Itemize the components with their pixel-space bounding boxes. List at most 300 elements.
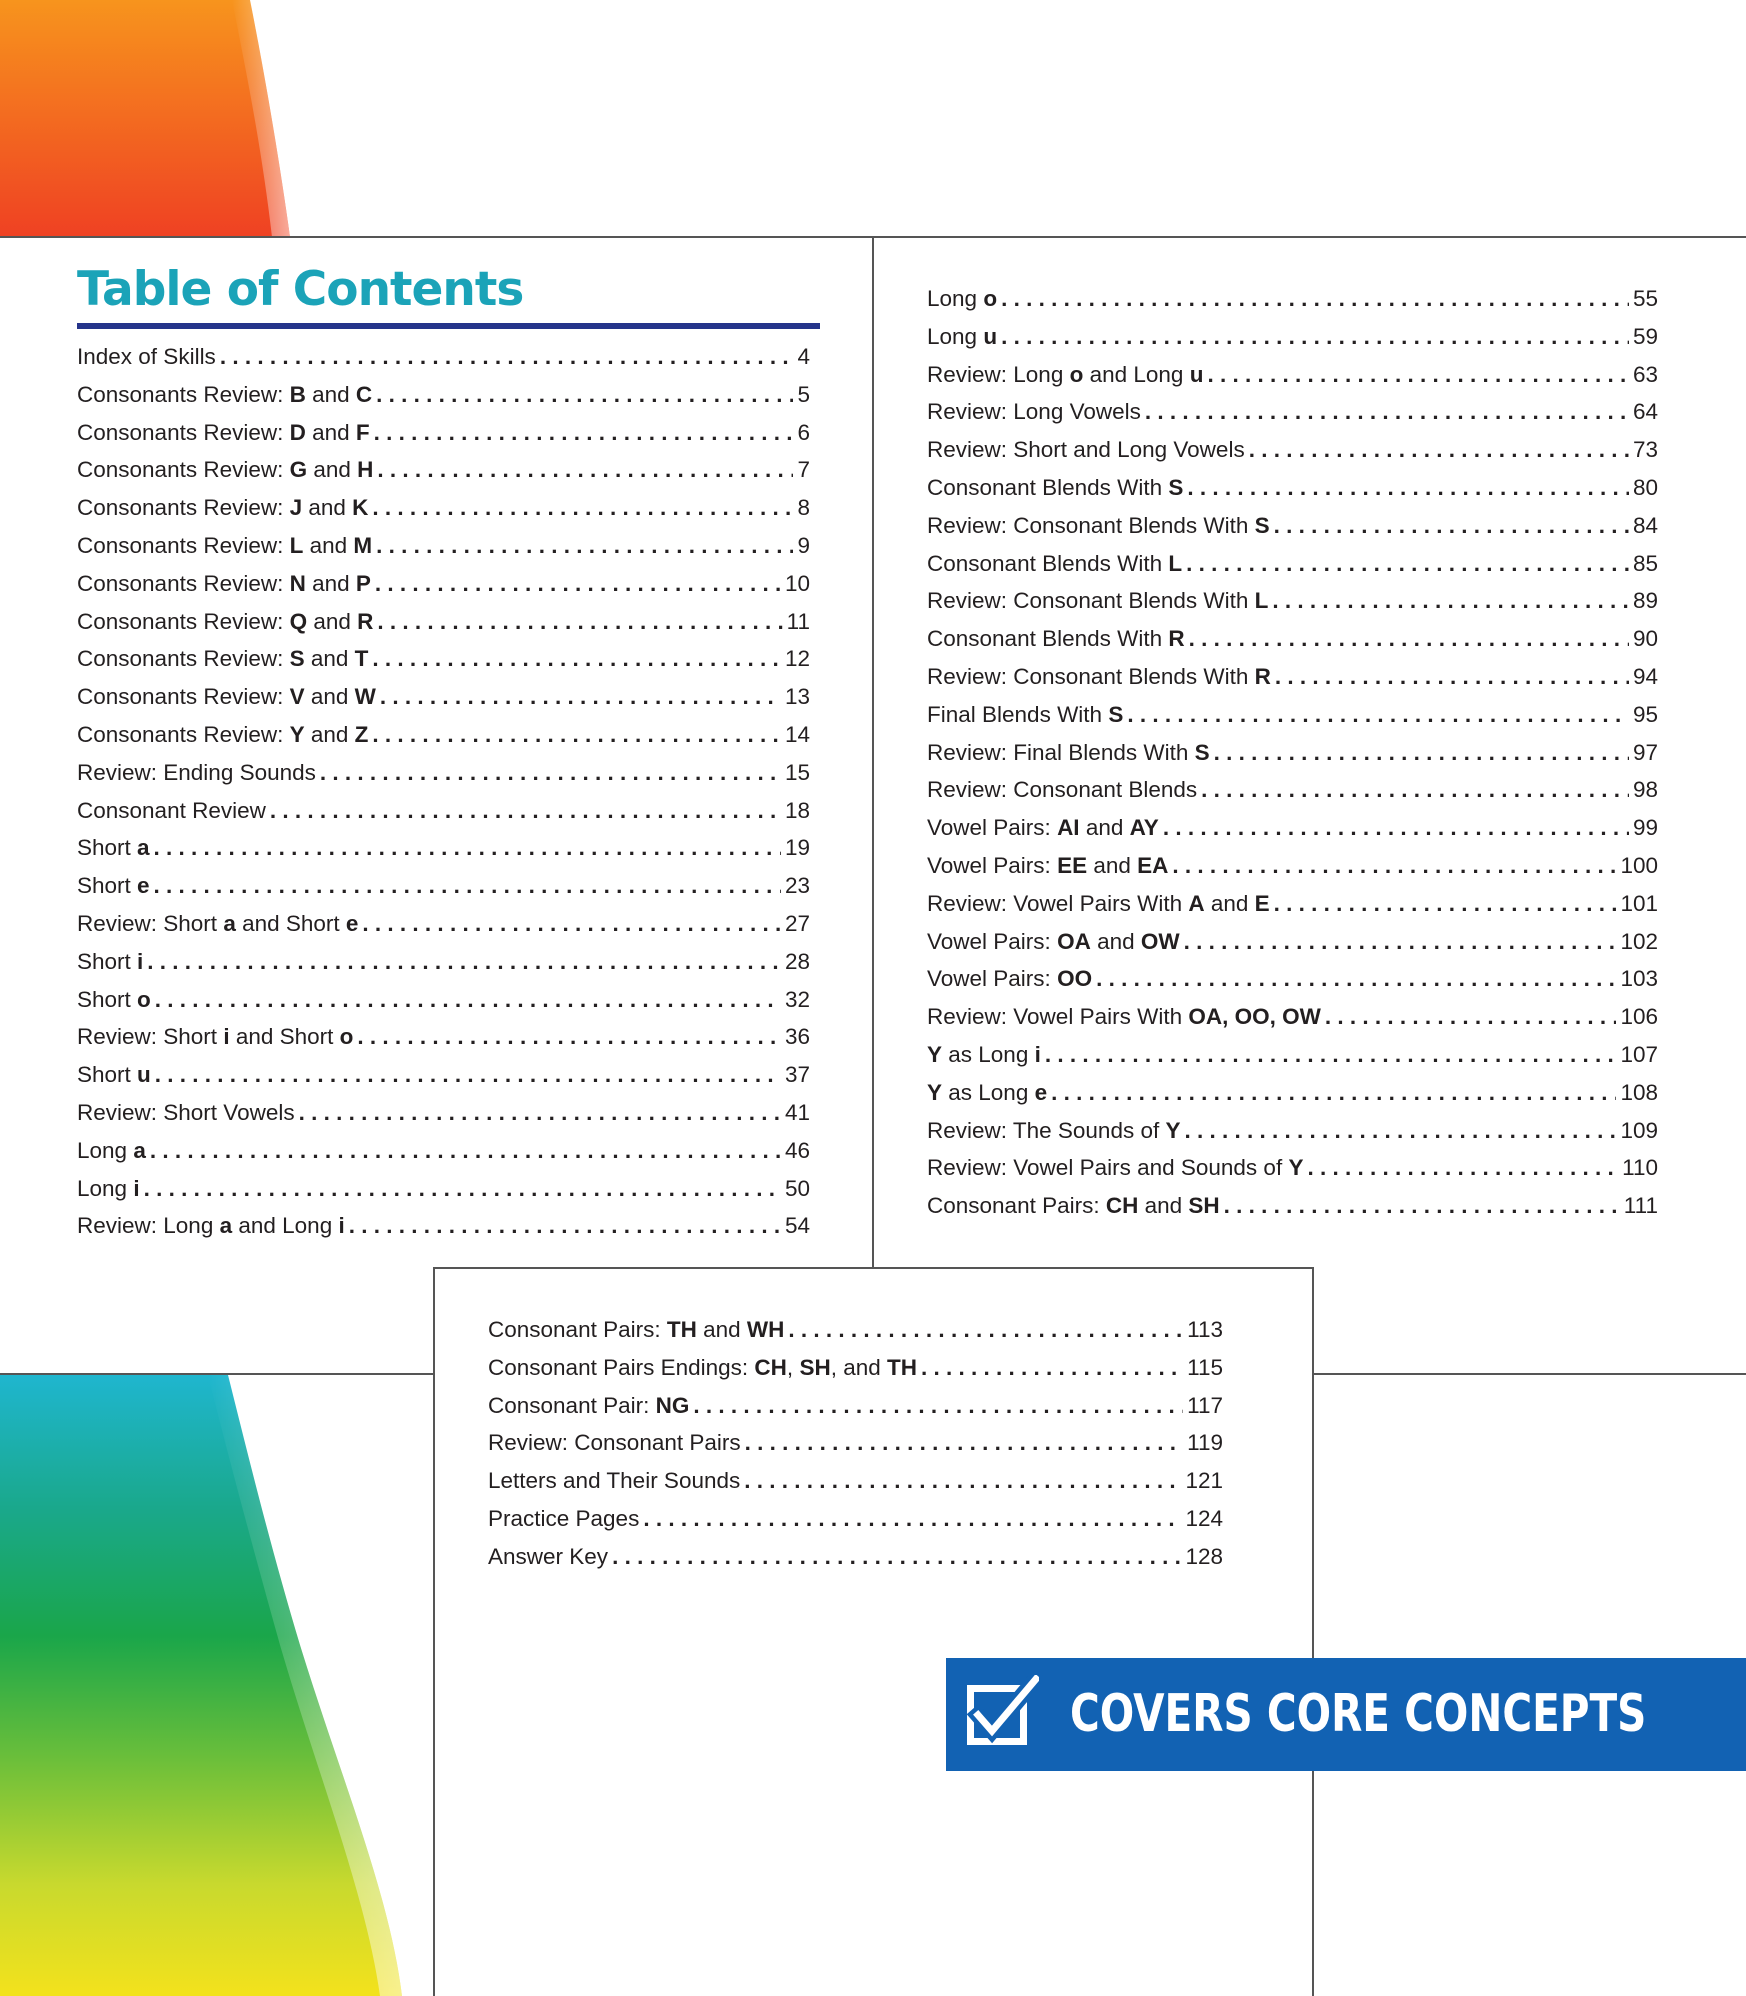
dot-leader	[1201, 771, 1629, 809]
toc-entry-key-letters: Y	[927, 1079, 943, 1105]
dot-leader	[357, 1018, 781, 1056]
toc-entry-label	[488, 1349, 917, 1387]
toc-entry-label	[77, 376, 372, 414]
bottom-box-left-line	[433, 1267, 435, 1996]
toc-entry	[927, 280, 1658, 318]
toc-entry-text: Review: Consonant Blends With	[927, 588, 1255, 614]
dot-leader	[374, 414, 794, 452]
dot-leader	[1184, 923, 1617, 961]
toc-entry-text: Vowel Pairs:	[927, 928, 1058, 954]
toc-entry-key-letters: i	[223, 1024, 230, 1050]
toc-entry-key-letters: S	[1168, 474, 1184, 500]
mid-frame-line-right	[1312, 1373, 1746, 1375]
toc-entry-text: Vowel Pairs:	[927, 852, 1058, 878]
toc-entry-label	[77, 414, 370, 452]
dot-leader	[921, 1349, 1183, 1387]
toc-entry	[77, 1170, 810, 1208]
toc-entry-label	[927, 469, 1183, 507]
toc-entry-label	[927, 998, 1321, 1036]
toc-bottom-column	[488, 1311, 1223, 1576]
dot-leader	[1275, 658, 1629, 696]
toc-entry	[927, 1036, 1658, 1074]
toc-page-number: 84	[1632, 512, 1658, 538]
toc-entry-key-letters: S	[1194, 739, 1210, 765]
toc-entry	[927, 507, 1658, 545]
toc-entry-label	[77, 1207, 345, 1245]
toc-entry-label	[77, 829, 150, 867]
toc-entry-text: Consonant Blends With	[927, 474, 1169, 500]
toc-page-number: 115	[1187, 1354, 1223, 1380]
toc-page-number: 10	[784, 570, 810, 596]
toc-entry-text: Short	[77, 1062, 138, 1088]
dot-leader	[299, 1094, 781, 1132]
toc-entry-key-letters: N	[289, 570, 306, 596]
toc-entry-label	[927, 356, 1203, 394]
toc-page-number: 55	[1632, 286, 1658, 311]
toc-entry-text: and	[304, 721, 355, 747]
toc-entry	[488, 1538, 1223, 1576]
toc-entry-key-letters: AI	[1057, 815, 1080, 841]
toc-entry-key-letters: a	[133, 1137, 146, 1163]
toc-entry-text: and	[302, 495, 353, 521]
toc-entry-key-letters: EE	[1057, 852, 1088, 878]
toc-entry-label	[927, 885, 1270, 923]
dot-leader	[1051, 1074, 1616, 1112]
toc-entry-label	[77, 489, 368, 527]
toc-page-number: 80	[1632, 474, 1658, 500]
toc-entry-text: Long	[927, 286, 984, 311]
toc-entry-text: Review: The Sounds of	[927, 1117, 1166, 1143]
toc-entry-text: Consonant Pairs Endings:	[488, 1354, 755, 1380]
toc-entry-key-letters: i	[137, 948, 144, 974]
title-underline	[77, 323, 820, 329]
dot-leader	[147, 943, 781, 981]
toc-entry	[77, 451, 810, 489]
toc-entry	[927, 1112, 1658, 1150]
toc-entry	[77, 867, 810, 905]
toc-entry	[77, 829, 810, 867]
toc-entry	[77, 414, 810, 452]
toc-entry-label	[488, 1538, 608, 1576]
bottom-box-right-line	[1312, 1267, 1314, 1996]
dot-leader	[1214, 734, 1629, 772]
toc-page-number: 54	[784, 1213, 810, 1239]
toc-entry	[927, 1149, 1658, 1187]
dot-leader	[788, 1311, 1183, 1349]
toc-page-number: 99	[1632, 815, 1658, 841]
orange-swoosh-decoration	[0, 0, 300, 238]
toc-entry-key-letters: Y	[1165, 1117, 1181, 1143]
toc-page-number: 106	[1620, 1004, 1658, 1030]
dot-leader	[1163, 809, 1629, 847]
mid-frame-line-left	[0, 1373, 434, 1375]
toc-entry-text: Short	[77, 986, 138, 1012]
toc-entry-text: Review: Short Vowels	[77, 1099, 295, 1125]
toc-entry-text: as Long	[942, 1041, 1035, 1067]
dot-leader	[1045, 1036, 1617, 1074]
toc-entry-key-letters: A	[1188, 890, 1205, 916]
toc-entry-label	[77, 678, 376, 716]
toc-entry-label	[77, 981, 151, 1019]
toc-entry-label	[927, 696, 1123, 734]
toc-entry-label	[77, 792, 266, 830]
toc-entry	[77, 489, 810, 527]
rainbow-swoosh-decoration	[0, 1375, 420, 1996]
toc-page-number: 50	[784, 1175, 810, 1201]
toc-entry-label	[77, 1170, 140, 1208]
toc-entry-text: Letters and Their Sounds	[488, 1468, 741, 1494]
toc-entry-text: Practice Pages	[488, 1505, 640, 1531]
toc-page-number: 128	[1185, 1543, 1223, 1569]
dot-leader	[320, 754, 781, 792]
dot-leader	[643, 1500, 1181, 1538]
dot-leader	[1001, 318, 1629, 356]
dot-leader	[377, 603, 782, 641]
toc-entry-label	[927, 1074, 1047, 1112]
toc-entry-label	[927, 809, 1159, 847]
toc-entry-key-letters: H	[357, 457, 374, 483]
toc-page-number: 14	[784, 721, 810, 747]
toc-page-number: 73	[1632, 437, 1658, 463]
toc-entry	[488, 1424, 1223, 1462]
toc-entry-label	[77, 867, 150, 905]
toc-entry	[927, 545, 1658, 583]
toc-entry	[488, 1311, 1223, 1349]
toc-right-column	[927, 280, 1658, 1225]
toc-entry-key-letters: Y	[927, 1041, 943, 1067]
toc-entry-text: Consonant Pair:	[488, 1392, 656, 1418]
dot-leader	[1274, 885, 1617, 923]
dot-leader	[380, 678, 781, 716]
toc-page-number: 46	[784, 1137, 810, 1163]
toc-entry-text: Review: Ending Sounds	[77, 759, 316, 785]
toc-entry-text: Consonant Review	[77, 797, 266, 823]
toc-entry	[927, 318, 1658, 356]
toc-entry-text: Long	[927, 323, 984, 349]
dot-leader	[372, 640, 781, 678]
toc-entry-text: Review: Long	[927, 361, 1070, 387]
toc-entry	[77, 754, 810, 792]
bottom-box-top-line	[433, 1267, 1314, 1269]
toc-entry-text: and	[305, 419, 356, 445]
dot-leader	[154, 867, 781, 905]
toc-page-number: 98	[1632, 777, 1658, 803]
toc-entry-label	[77, 1094, 295, 1132]
toc-page-number: 59	[1632, 323, 1658, 349]
toc-entry-text: Consonants Review:	[77, 532, 290, 558]
toc-entry-text: Review: Vowel Pairs With	[927, 890, 1189, 916]
toc-entry-key-letters: C	[355, 381, 373, 407]
toc-entry-label	[77, 1056, 151, 1094]
toc-entry	[927, 1187, 1658, 1225]
toc-page-number: 107	[1620, 1041, 1658, 1067]
toc-entry-label	[77, 640, 368, 678]
toc-entry-key-letters: AY	[1129, 815, 1159, 841]
toc-entry-text: ,	[786, 1354, 800, 1380]
toc-page-number: 110	[1622, 1155, 1658, 1181]
toc-entry-text: Consonant Blends With	[927, 626, 1169, 652]
toc-page-number: 121	[1185, 1468, 1223, 1494]
toc-entry-text: Consonants Review:	[77, 457, 290, 483]
toc-entry-key-letters: W	[354, 684, 376, 710]
toc-entry-text: and Short	[235, 910, 346, 936]
toc-entry-key-letters: CH	[1105, 1193, 1139, 1219]
toc-page-number: 102	[1620, 928, 1658, 954]
toc-page-number: 28	[784, 948, 810, 974]
dot-leader	[349, 1207, 781, 1245]
toc-page-number: 94	[1632, 663, 1658, 689]
toc-entry-label	[77, 565, 371, 603]
toc-entry-text: Vowel Pairs:	[927, 966, 1058, 992]
toc-page-number: 100	[1620, 852, 1658, 878]
toc-entry-label	[77, 338, 216, 376]
toc-entry-text: and	[305, 570, 356, 596]
toc-entry	[77, 376, 810, 414]
dot-leader	[376, 527, 793, 565]
toc-entry-label	[77, 451, 373, 489]
dot-leader	[1272, 582, 1629, 620]
toc-entry-label	[927, 771, 1197, 809]
toc-entry	[927, 658, 1658, 696]
toc-entry	[927, 696, 1658, 734]
dot-leader	[372, 716, 781, 754]
toc-entry-label	[77, 1132, 146, 1170]
toc-entry-key-letters: G	[289, 457, 308, 483]
toc-entry-label	[927, 393, 1141, 431]
dot-leader	[1224, 1187, 1620, 1225]
toc-entry-label	[927, 923, 1180, 961]
toc-page-number: 109	[1620, 1117, 1658, 1143]
dot-leader	[1189, 620, 1629, 658]
toc-entry-key-letters: CH	[754, 1354, 787, 1380]
toc-entry-key-letters: a	[219, 1213, 233, 1239]
toc-entry-key-letters: OA, OO, OW	[1188, 1004, 1321, 1030]
toc-entry-text: and	[303, 532, 354, 558]
toc-entry-text: Review: Consonant Pairs	[488, 1430, 741, 1456]
toc-entry	[927, 393, 1658, 431]
dot-leader	[744, 1462, 1181, 1500]
dot-leader	[155, 1056, 781, 1094]
toc-page-number: 119	[1187, 1430, 1223, 1456]
covers-core-concepts-banner	[946, 1658, 1746, 1771]
toc-entry	[927, 620, 1658, 658]
toc-entry	[927, 847, 1658, 885]
toc-page-number: 63	[1632, 361, 1658, 387]
toc-entry-key-letters: J	[289, 495, 303, 521]
toc-page-number: 5	[797, 381, 810, 407]
toc-entry-key-letters: TH	[887, 1354, 917, 1380]
toc-entry-key-letters: R	[357, 608, 374, 634]
toc-page-number: 85	[1632, 550, 1658, 576]
toc-entry-key-letters: K	[352, 495, 369, 521]
toc-entry-label	[927, 734, 1210, 772]
toc-entry	[488, 1500, 1223, 1538]
toc-entry	[488, 1387, 1223, 1425]
toc-entry	[77, 338, 810, 376]
toc-entry-text: and Short	[229, 1024, 340, 1050]
toc-entry	[927, 582, 1658, 620]
toc-entry	[927, 1074, 1658, 1112]
toc-entry-text: Review: Consonant Blends With	[927, 512, 1255, 538]
center-divider-line	[872, 236, 874, 1268]
toc-page-number: 7	[797, 457, 810, 483]
toc-page-number: 101	[1620, 890, 1658, 916]
toc-entry-key-letters: R	[1168, 626, 1185, 652]
toc-entry	[927, 356, 1658, 394]
toc-entry-key-letters: NG	[655, 1392, 690, 1418]
toc-entry-text: and	[304, 684, 355, 710]
toc-entry-label	[927, 1036, 1041, 1074]
toc-entry-text: Review: Short	[77, 910, 224, 936]
dot-leader	[1249, 431, 1629, 469]
toc-entry-key-letters: i	[338, 1213, 345, 1239]
dot-leader	[377, 451, 793, 489]
toc-entry-key-letters: e	[345, 910, 359, 936]
toc-page-number: 8	[797, 495, 810, 521]
toc-entry-text: Consonants Review:	[77, 608, 290, 634]
toc-entry	[488, 1462, 1223, 1500]
dot-leader	[1207, 356, 1629, 394]
toc-entry-text: Consonants Review:	[77, 495, 290, 521]
toc-entry-text: Short	[77, 873, 138, 899]
toc-entry-key-letters: a	[223, 910, 236, 936]
toc-entry	[77, 1207, 810, 1245]
toc-page-number: 19	[784, 835, 810, 861]
toc-entry	[488, 1349, 1223, 1387]
toc-entry-text: Review: Long Vowels	[927, 399, 1141, 425]
toc-entry	[927, 923, 1658, 961]
toc-entry-key-letters: i	[1034, 1041, 1041, 1067]
toc-page-number: 15	[784, 759, 810, 785]
toc-entry-label	[927, 658, 1271, 696]
toc-entry	[77, 1094, 810, 1132]
toc-entry	[77, 1056, 810, 1094]
toc-entry-text: Consonant Blends With	[927, 550, 1169, 576]
toc-entry-key-letters: L	[1254, 588, 1269, 614]
toc-page-number: 32	[784, 986, 810, 1012]
toc-entry-text: and	[305, 381, 356, 407]
toc-entry-key-letters: Q	[289, 608, 308, 634]
dot-leader	[155, 981, 781, 1019]
dot-leader	[1274, 507, 1629, 545]
dot-leader	[745, 1424, 1184, 1462]
toc-entry-label	[77, 754, 316, 792]
toc-entry-key-letters: V	[289, 684, 305, 710]
toc-entry-text: Consonants Review:	[77, 381, 290, 407]
toc-entry-key-letters: M	[353, 532, 373, 558]
toc-entry	[77, 905, 810, 943]
toc-entry	[927, 431, 1658, 469]
toc-entry-text: and	[696, 1317, 747, 1342]
toc-entry-text: and	[307, 457, 358, 483]
toc-entry-text: , and	[830, 1354, 887, 1380]
dot-leader	[1145, 393, 1629, 431]
toc-entry	[927, 809, 1658, 847]
toc-entry	[77, 1132, 810, 1170]
toc-page-number: 113	[1187, 1317, 1223, 1342]
toc-entry	[77, 792, 810, 830]
toc-entry-key-letters: L	[1168, 550, 1183, 576]
page-title: Table of Contents	[77, 262, 524, 317]
toc-entry-key-letters: i	[133, 1175, 140, 1201]
toc-page-number: 11	[786, 608, 810, 634]
dot-leader	[1127, 696, 1629, 734]
toc-entry-key-letters: EA	[1137, 852, 1169, 878]
toc-entry-label	[927, 847, 1168, 885]
toc-page-number: 117	[1187, 1392, 1223, 1418]
toc-entry-key-letters: a	[137, 835, 150, 861]
toc-page-number: 27	[784, 910, 810, 936]
toc-entry-key-letters: u	[983, 323, 998, 349]
dot-leader	[144, 1170, 781, 1208]
toc-entry-text: Consonants Review:	[77, 419, 290, 445]
toc-entry-text: Review: Short and Long Vowels	[927, 437, 1245, 463]
toc-entry-text: Review: Consonant Blends	[927, 777, 1198, 803]
toc-entry-label	[488, 1311, 784, 1349]
toc-entry-label	[927, 960, 1092, 998]
dot-leader	[150, 1132, 781, 1170]
toc-page-number: 64	[1632, 399, 1658, 425]
toc-entry-label	[927, 1149, 1303, 1187]
toc-entry-key-letters: Y	[1288, 1155, 1304, 1181]
toc-entry-text: Review: Short	[77, 1024, 224, 1050]
toc-page-number: 23	[784, 873, 810, 899]
toc-entry-key-letters: T	[354, 646, 369, 672]
toc-entry-text: and	[307, 608, 358, 634]
toc-page-number: 9	[797, 532, 810, 558]
toc-entry-text: Review: Long	[77, 1213, 220, 1239]
toc-page-number: 124	[1185, 1505, 1223, 1531]
toc-entry-text: Review: Consonant Blends With	[927, 663, 1255, 689]
toc-entry-text: and Long	[1083, 361, 1190, 387]
toc-page-number: 41	[784, 1099, 810, 1125]
toc-entry-key-letters: o	[983, 286, 998, 311]
toc-entry-key-letters: D	[289, 419, 306, 445]
toc-entry-label	[77, 716, 368, 754]
toc-page-number: 90	[1632, 626, 1658, 652]
toc-entry-text: Short	[77, 835, 138, 861]
toc-entry-text: Short	[77, 948, 138, 974]
toc-entry	[927, 771, 1658, 809]
toc-entry-text: Consonants Review:	[77, 646, 290, 672]
toc-page-number: 97	[1632, 739, 1658, 765]
toc-entry	[927, 960, 1658, 998]
toc-entry-label	[488, 1424, 741, 1462]
toc-entry	[77, 678, 810, 716]
dot-leader	[1172, 847, 1616, 885]
dot-leader	[372, 489, 793, 527]
dot-leader	[1001, 280, 1629, 318]
toc-entry-key-letters: S	[1108, 701, 1124, 727]
toc-entry	[77, 603, 810, 641]
toc-entry-text: Consonant Pairs:	[488, 1317, 667, 1342]
toc-entry	[77, 1018, 810, 1056]
toc-entry-text: Review: Vowel Pairs and Sounds of	[927, 1155, 1289, 1181]
toc-page-number: 18	[784, 797, 810, 823]
toc-entry-label	[927, 318, 997, 356]
toc-page-number: 4	[797, 344, 810, 369]
toc-entry-key-letters: E	[1254, 890, 1270, 916]
toc-page-number: 89	[1632, 588, 1658, 614]
toc-entry-text: Index of Skills	[77, 344, 216, 369]
toc-entry-text: as Long	[942, 1079, 1035, 1105]
toc-entry-text: Review: Vowel Pairs With	[927, 1004, 1189, 1030]
toc-entry	[77, 943, 810, 981]
toc-entry-text: and	[304, 646, 355, 672]
toc-entry-key-letters: OW	[1140, 928, 1180, 954]
toc-entry-text: Vowel Pairs:	[927, 815, 1058, 841]
toc-entry-label	[927, 431, 1245, 469]
